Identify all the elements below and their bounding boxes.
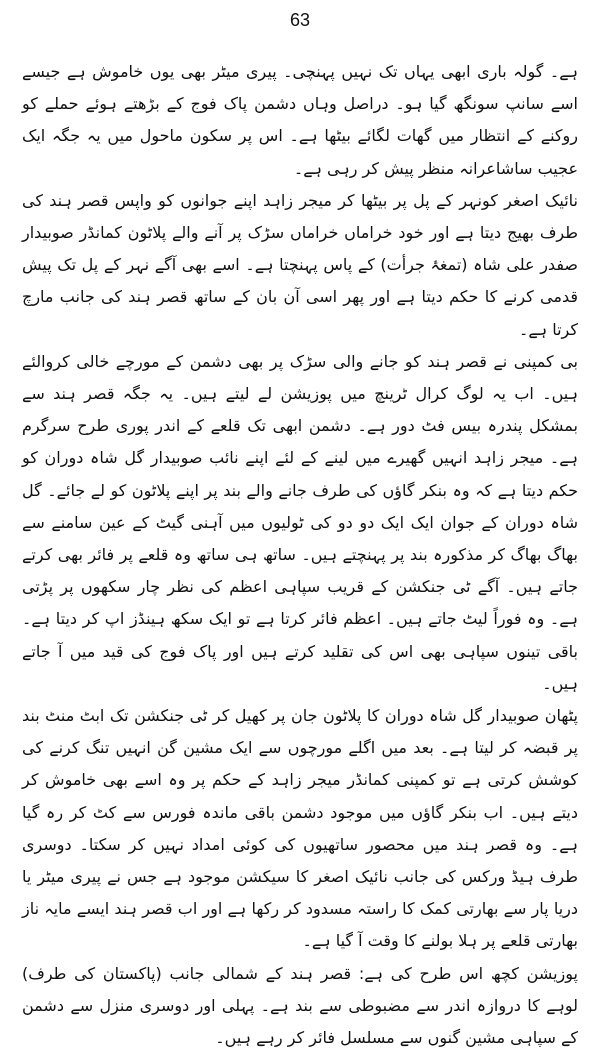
paragraph: ہے۔ گولہ باری ابھی یہاں تک نہیں پہنچی۔ پیری میٹر بھی یوں خاموش ہے جیسے اسے سانپ سونگھ گیا ہو۔ دراصل وہاں دشمن پاک فوج کے بڑھتے ہوئے حملے کو روکنے کے انتظار میں گھات لگائے بیٹھا ہے۔ اس پر سکون ماحول میں یہ جگہ ایک عجیب ساشاعرانہ منظر پیش کر رہی ہے۔: [22, 62, 578, 178]
urdu-text-block: [22, 56, 578, 1054]
paragraph: نائیک اصغر کونہر کے پل پر بیٹھا کر میجر زاہد اپنے جوانوں کو واپس قصر ہند کی طرف بھیج دیتا ہے اور خود خراماں خراماں سڑک پر آنے والے پلاٹون کمانڈر صوبیدار صفدر علی شاہ (تمغۂ جرأت) کے پاس پہنچتا ہے۔ اسے بھی آگے نہر کے پل تک پیش قدمی کرنے کا حکم دیتا ہے اور پھر اسی آن بان کے ساتھ قصر ہند کی جانب مارچ کرتا ہے۔: [22, 190, 578, 339]
paragraph: پٹھان صوبیدار گل شاہ دوران کا پلاٹون جان پر کھیل کر ٹی جنکشن تک ابٹ منٹ بند پر قبضہ کر لیتا ہے۔ بعد میں اگلے مورچوں سے ایک مشین گن انہیں تنگ کرنے کی کوشش کرتی ہے تو کمپنی کمانڈر میجر زاہد کے حکم پر وہ اسے بھی خاموش کر دیتے ہیں۔ اب بنکر گاؤں میں موجود دشمن باقی ماندہ فورس سے کٹ کر رہ گیا ہے۔ وہ قصر ہند میں محصور ساتھیوں کی کوئی امداد نہیں کر سکتا۔ دوسری طرف ہیڈ ورکس کی جانب نائیک اصغر کا سیکشن موجود ہے جس نے پیری میٹر یا دریا پار سے بھارتی کمک کا راستہ مسدود کر رکھا ہے اور اب قصر ہند ایسے مایہ ناز بھارتی قلعے پر ہلا بولنے کا وقت آ گیا ہے۔: [22, 706, 578, 951]
paragraph: پوزیشن کچھ اس طرح کی ہے: قصر ہند کے شمالی جانب (پاکستان کی طرف) لوہے کا دروازہ اندر سے مضبوطی سے بند ہے۔ پہلی اور دوسری منزل سے دشمن کے سپاہی مشین گنوں سے مسلسل فائر کر رہے ہیں۔: [22, 963, 578, 1048]
paragraph: بی کمپنی نے قصر ہند کو جانے والی سڑک پر بھی دشمن کے مورچے خالی کروالئے ہیں۔ اب یہ لوگ کرال ٹرینچ میں پوزیشن لے لیتے ہیں۔ یہ جگہ قصر ہند سے بمشکل پندرہ بیس فٹ دور ہے۔ دشمن ابھی تک قلعے کے اندر پوری طرح سرگرم ہے۔ میجر زاہد انہیں گھیرے میں لینے کے لئے اپنے نائب صوبیدار گل شاہ دوران کو حکم دیتا ہے کہ وہ بنکر گاؤں کی طرف جانے والے بند پر اپنے پلاٹون کو لے جائے۔ گل شاہ دوران کے جوان ایک ایک دو دو کی ٹولیوں میں آہنی گیٹ کے عین سامنے سے بھاگ بھاگ کر مذکورہ بند پر پہنچتے ہیں۔ ساتھ ہی ساتھ وہ قلعے پر فائر بھی کرتے جاتے ہیں۔ آگے ٹی جنکشن کے قریب سپاہی اعظم کی نظر چار سکھوں پر پڑتی ہے۔ وہ فوراً لیٹ جاتے ہیں۔ اعظم فائر کرتا ہے تو ایک سکھ ہینڈز اپ کر دیتا ہے۔ باقی تینوں سپاہی بھی اس کی تقلید کرتے ہیں اور پاک فوج کی قید میں آ جاتے ہیں۔: [22, 351, 578, 693]
page-number: 63: [289, 10, 311, 30]
